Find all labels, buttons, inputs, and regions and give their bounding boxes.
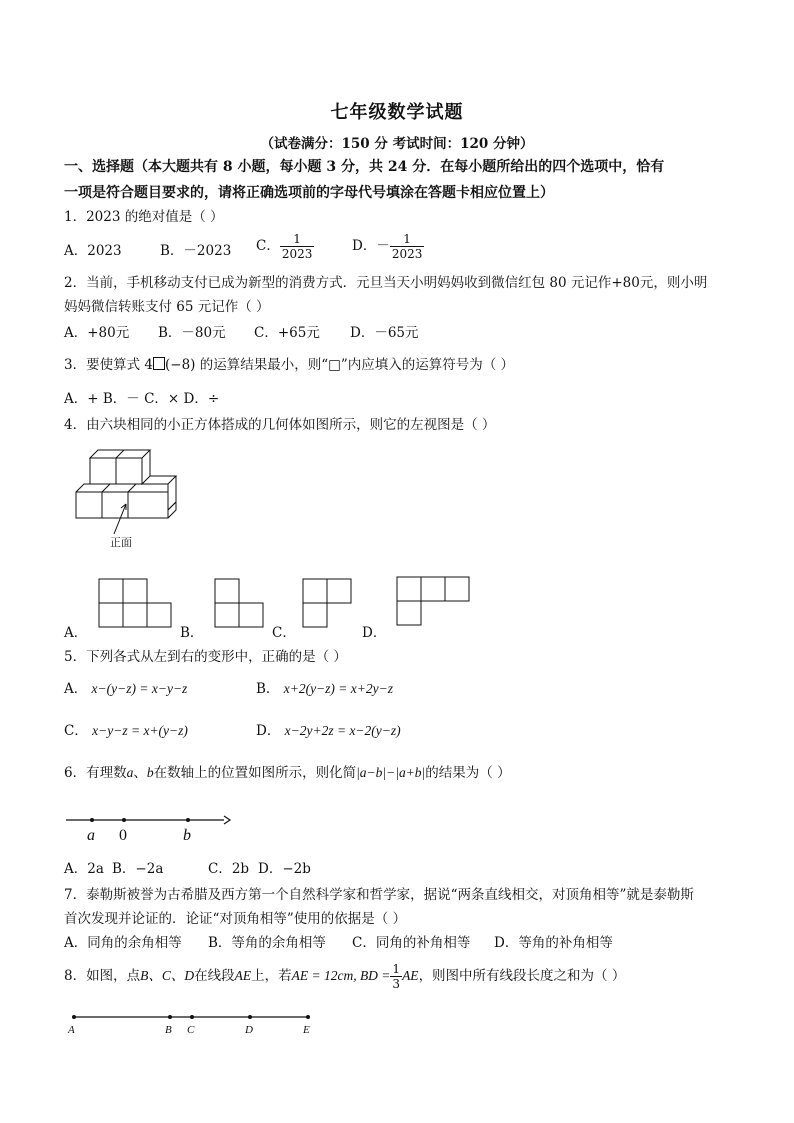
- section-heading-line2: 一项是符合题目要求的，请将正确选项前的字母代号填涂在答题卡相应位置上）: [64, 185, 554, 201]
- q6-option-a: A．2a: [64, 861, 104, 877]
- q1-option-c: [256, 232, 314, 261]
- q6-expression: |a−b|−|a+b|: [356, 765, 426, 780]
- q1-option-a: A．2023: [64, 243, 122, 259]
- q1-d-denominator: 2023: [391, 247, 423, 261]
- q1-c-denominator: 2023: [281, 247, 313, 261]
- q2-option-a: A．+80元: [64, 325, 130, 341]
- q8-point-a: A: [68, 1024, 75, 1036]
- q1-option-d-label: D．－: [352, 238, 390, 254]
- q4-option-c-figure: [302, 578, 354, 630]
- q8-points: B、C、D: [140, 968, 195, 983]
- q5-option-a-expr: x−(y−z) = x−y−z: [91, 681, 188, 696]
- q7-option-b: B．等角的余角相等: [208, 935, 326, 951]
- q1-stem: 1．2023 的绝对值是（ ）: [64, 209, 224, 225]
- q8-condition1: AE = 12cm, BD =: [291, 968, 391, 983]
- q8-point-d: D: [245, 1024, 253, 1036]
- q1-option-b: B．－2023: [160, 243, 232, 259]
- q1-option-d-fraction: [390, 232, 425, 261]
- q6-number-line: [64, 808, 234, 848]
- q5-option-c-label: C．: [64, 723, 88, 739]
- q2-option-d: D．－65元: [350, 325, 419, 341]
- q2-option-c: C．+65元: [254, 325, 320, 341]
- q3-blank-box: [153, 357, 165, 370]
- q1-option-d: [352, 232, 424, 261]
- q6-axis-b: b: [183, 827, 191, 844]
- q6-stem-post: 的结果为（ ）: [425, 765, 511, 781]
- q2-option-b: B．－80元: [158, 325, 226, 341]
- q4-option-d-figure: [396, 576, 472, 628]
- q6-sep: 、: [133, 765, 147, 781]
- q7-stem-line2: 首次发现并论证的．论证“对顶角相等”使用的依据是（ ）: [64, 911, 407, 927]
- q8-stem-mid: 在线段: [194, 968, 235, 984]
- q6-stem: [64, 762, 511, 784]
- q4-option-d-label: D．: [362, 625, 387, 641]
- section-heading-line1: 一、选择题（本大题共有 8 小题，每小题 3 分，共 24 分．在每小题所给出的四个选项中，恰有: [64, 159, 665, 175]
- q6-option-b: B．−2a: [112, 861, 164, 877]
- q5-option-d-label: D．: [256, 723, 281, 739]
- q7-option-c: C．同角的补角相等: [352, 935, 471, 951]
- q1-c-numerator: 1: [280, 232, 315, 247]
- q6-var-a: a: [126, 765, 134, 780]
- q4-front-label: 正面: [110, 536, 132, 549]
- q4-option-c-label: C．: [272, 625, 296, 641]
- q8-segment: AE: [234, 968, 252, 983]
- q2-stem-line1: 2．当前，手机移动支付已成为新型的消费方式．元旦当天小明妈妈收到微信红包 80 元记作+80元，则小明: [64, 275, 708, 291]
- q2-stem-line2: 妈妈微信转账支付 65 元记作（ ）: [64, 299, 270, 315]
- q5-option-d: [256, 720, 401, 742]
- q8-stem-pre: 8．如图，点: [64, 968, 141, 984]
- q8-stem-post: ，则图中所有线段长度之和为（ ）: [418, 968, 626, 984]
- q4-option-a-figure: [98, 578, 174, 630]
- q5-option-a: [64, 678, 187, 700]
- q6-axis-zero: 0: [119, 827, 127, 844]
- q5-option-c: [64, 720, 188, 742]
- q4-option-b-label: B．: [180, 625, 204, 641]
- q4-option-b-figure: [214, 578, 266, 630]
- q8-segment-figure: [62, 1008, 322, 1038]
- q1-option-c-label: C．: [256, 238, 280, 254]
- q4-stem: 4．由六块相同的小正方体搭成的几何体如图所示，则它的左视图是（ ）: [64, 417, 496, 433]
- q6-axis-a: a: [87, 827, 95, 844]
- q8-fraction-denominator: 3: [392, 977, 401, 991]
- q3-options: A．+ B．－ C．× D．÷: [64, 391, 220, 407]
- q8-stem: [64, 962, 625, 991]
- q8-condition2: AE: [402, 968, 419, 983]
- q8-point-e: E: [303, 1024, 310, 1036]
- q5-stem: 5．下列各式从左到右的变形中，正确的是（ ）: [64, 649, 347, 665]
- q7-stem-line1: 7．泰勒斯被誉为古希腊及西方第一个自然科学家和哲学家，据说“两条直线相交，对顶角相等”就是泰勒斯: [64, 887, 694, 903]
- q4-cube-figure: [70, 442, 180, 554]
- q8-point-b: B: [165, 1024, 172, 1036]
- q5-option-a-label: A．: [64, 681, 88, 697]
- q5-option-b-expr: x+2(y−z) = x+2y−z: [283, 681, 393, 696]
- q6-stem-mid: 在数轴上的位置如图所示，则化简: [153, 765, 357, 781]
- q3-stem: [64, 354, 514, 376]
- q6-option-d: D．−2b: [258, 861, 311, 877]
- q5-option-b-label: B．: [256, 681, 280, 697]
- q8-stem-mid2: 上，若: [251, 968, 292, 984]
- q7-option-a: A．同角的余角相等: [64, 935, 182, 951]
- q6-stem-pre: 6．有理数: [64, 765, 127, 781]
- q1-option-c-fraction: [280, 232, 315, 261]
- q8-point-c: C: [187, 1024, 195, 1036]
- q5-option-c-expr: x−y−z = x+(y−z): [92, 723, 188, 738]
- q5-option-d-expr: x−2y+2z = x−2(y−z): [284, 723, 401, 738]
- q6-option-c: C．2b: [208, 861, 250, 877]
- q8-fraction-numerator: 1: [392, 962, 401, 976]
- q8-fraction: [390, 962, 402, 991]
- q3-stem-pre: 3．要使算式 4: [64, 357, 153, 373]
- q4-option-a-label: A．: [64, 625, 88, 641]
- q5-option-b: [256, 678, 393, 700]
- q1-d-numerator: 1: [390, 232, 425, 247]
- q3-stem-mid: (−8) 的运算结果最小，则“□”内应填入的运算符号为（ ）: [164, 357, 515, 373]
- q6-var-b: b: [146, 765, 154, 780]
- exam-info: （试卷满分：150 分 考试时间：120 分钟）: [260, 136, 534, 152]
- page-title: 七年级数学试题: [330, 102, 464, 123]
- q7-option-d: D．等角的补角相等: [494, 935, 613, 951]
